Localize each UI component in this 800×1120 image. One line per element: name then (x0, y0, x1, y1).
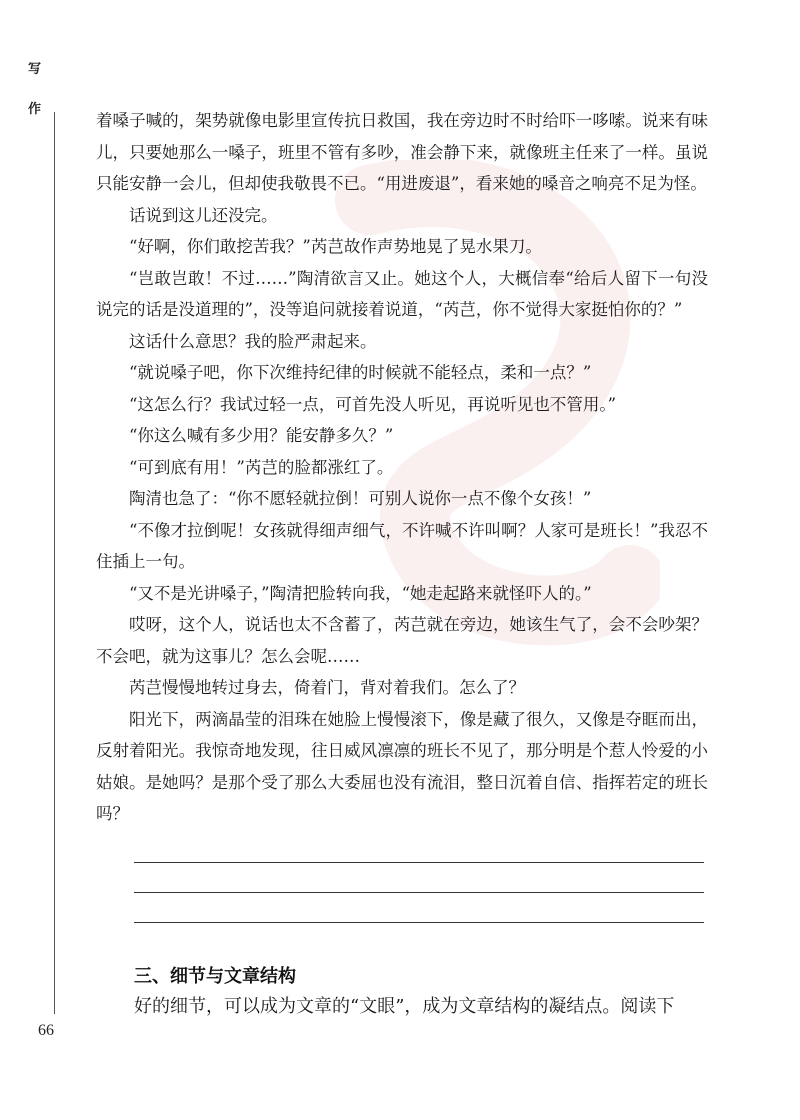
answer-line[interactable] (134, 892, 704, 893)
paragraph: 陶清也急了：“你不愿轻就拉倒！可别人说你一点不像个女孩！” (129, 489, 592, 508)
paragraph: “就说嗓子吧，你下次维持纪律的时候就不能轻点，柔和一点？” (129, 363, 592, 382)
paragraph: 阳光下，两滴晶莹的泪珠在她脸上慢慢滚下，像是藏了很久，又像是夺眶而出，反射着阳光。我惊奇地发现，往日威风凛凛的班长不见了，那分明是个惹人怜爱的小姑娘。是她吗？是那个受了那么大委屈也没有流泪，整日沉着自信、指挥若定的班长吗？ (96, 709, 708, 823)
paragraph: “不像才拉倒呢！女孩就得细声细气，不许喊不许叫啊？人家可是班长！”我忍不住插上一句。 (96, 520, 708, 571)
paragraph: “岂敢岂敢！不过……”陶清欲言又止。她这个人，大概信奉“给后人留下一句没说完的话是没道理的”，没等追问就接着说道，“芮芑，你不觉得大家挺怕你的？” (96, 268, 708, 319)
article-body (96, 105, 708, 830)
margin-rule (54, 112, 55, 1014)
sidebar-label-bottom: 作 (28, 102, 42, 117)
sidebar-label-top: 写 (28, 62, 42, 77)
paragraph: 芮芑慢慢地转过身去，倚着门，背对着我们。怎么了？ (129, 678, 525, 697)
paragraph: 话说到这儿还没完。 (129, 205, 278, 225)
paragraph: “你这么喊有多少用？能安静多久？” (129, 426, 394, 445)
paragraph: “又不是光讲嗓子，”陶清把脸转向我，“她走起路来就怪吓人的。” (129, 583, 592, 603)
paragraph: “好啊，你们敢挖苦我？”芮芑故作声势地晃了晃水果刀。 (129, 237, 542, 256)
answer-lines (134, 862, 704, 952)
paragraph: 着嗓子喊的，架势就像电影里宣传抗日救国，我在旁边时不时给吓一哆嗦。说来有味儿，只要她那么一嗓子，班里不管有多吵，准会静下来，就像班主任来了一样。虽说只能安静一会儿，但却使我敬畏不已。“用进废退”，看来她的嗓音之响亮不足为怪。 (96, 111, 708, 193)
paragraph: 这话什么意思？我的脸严肃起来。 (129, 331, 377, 351)
page-number: 66 (38, 1022, 54, 1039)
paragraph: “可到底有用！”芮芑的脸都涨红了。 (129, 457, 394, 477)
paragraph: 哎呀，这个人，说话也太不含蓄了，芮芑就在旁边，她该生气了，会不会吵架？不会吧，就为这事儿？怎么会呢…… (96, 615, 708, 666)
answer-line[interactable] (134, 862, 704, 863)
answer-line[interactable] (134, 922, 704, 923)
section-paragraph: 好的细节，可以成为文章的“文眼”，成为文章结构的凝结点。阅读下 (134, 996, 675, 1017)
paragraph: “这怎么行？我试过轻一点，可首先没人听见，再说听见也不管用。” (129, 394, 617, 414)
section-heading: 三、细节与文章结构 (134, 966, 296, 987)
